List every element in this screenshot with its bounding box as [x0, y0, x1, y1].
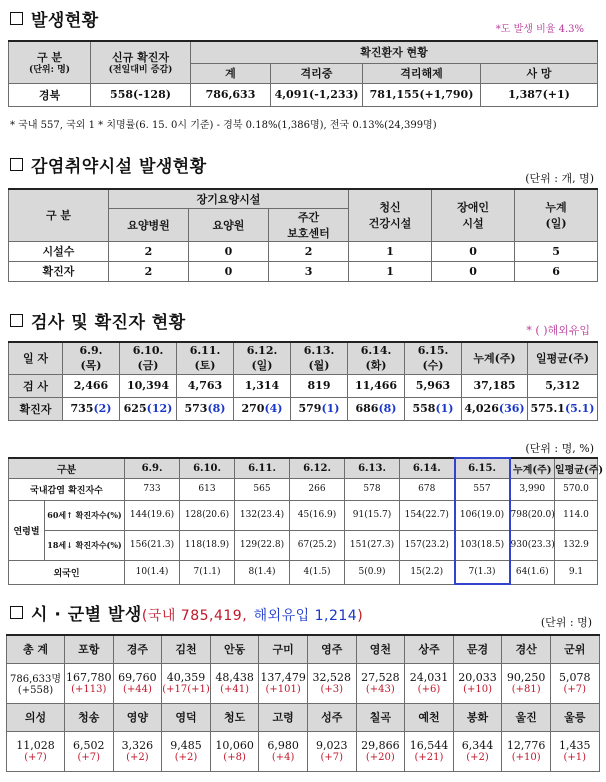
age-header-category: 구분 [9, 458, 125, 478]
header-released: 격리해제 [363, 63, 481, 83]
header-status: 확진환자 현황 [191, 41, 598, 63]
header-new-cases: 신규 확진자 (전일대비 증감) [91, 41, 191, 83]
checkbox-square-icon [10, 314, 23, 327]
total-cell: 786,633 [191, 83, 271, 106]
fac-header-nursing: 요양원 [189, 208, 269, 241]
table-row: 확진자 2 0 3 1 0 6 [9, 261, 598, 281]
checkbox-square-icon [10, 606, 23, 619]
facilities-table [8, 188, 598, 282]
fac-header-youth: 청신 건강시설 [349, 189, 432, 241]
header-category: 구 분 (단위: 명) [9, 41, 91, 83]
tests-header-cumulative: 누계(주) [462, 342, 528, 374]
table-row: 시설수 2 0 2 1 0 5 [9, 241, 598, 261]
table-row: 11,028 (+7) 6,502 (+7) 3,326 (+2) 9,485 (+2) 10,060 (+8) 6,980 (+4) 9,023 (+7) 29,866 (+20) 16,544 (+21) 6,344 (+2) 12,776 (+10) 1,435 (+1) [7, 731, 600, 771]
released-cell: 781,155(+1,790) [363, 83, 481, 106]
section-title-city-county: 시 · 군별 발생(국내 785,419, 해외유입 1,214) [10, 600, 363, 625]
header-isolation: 격리중 [271, 63, 363, 83]
checkbox-square-icon [10, 12, 23, 25]
age-table: 구분 6.9. 6.10. 6.11. 6.12. 6.13. 6.14. 6.15. 누계(주) 일평균(주) 국내감염 확진자수 733 613 565 266 578 678 557 3,990 570.0 연령별 60세↑ 확진자수(%) 144(19.6) 128(20.6) 132(23.4) 45(16.9) 91(15.7) 154(22.7) 106(19.0) 798(20.0) 114.0 18세↓ 확진자수(%) 156(21.3) 118(18.9) 129(22.8) 67(25.2) 151(27.3) 157(23.2) 103(18.5) 930(23.3) 132.9 외국인 10(1.4) 7(1.1) 8(1.4) 4(1.5) 5(0.9) 15(2.2) 7(1.3) 64(1.6) 9.1 [8, 457, 598, 585]
table-row: 의성 청송 영양 영덕 청도 고령 성주 칠곡 예천 봉화 울진 울릉 [7, 703, 600, 731]
section-title-tests-cases: 검사 및 확진자 현황 [10, 308, 186, 333]
fac-header-cumulative: 누계 (일) [515, 189, 598, 241]
header-death: 사 망 [481, 63, 598, 83]
occurrence-table [8, 40, 598, 107]
checkbox-square-icon [10, 158, 23, 171]
tests-header-average: 일평균(주) [528, 342, 598, 374]
table-row: 786,633명 (+558) 167,780 (+113) 69,760 (+44) 40,359 (+17(+1) 48,438 (+41) 137,479 (+101) 32,528 (+3) 27,528 (+43) 24,031 (+6) 20,033 (+10) 90,250 (+81) 5,078 (+7) [7, 663, 600, 703]
table-row: 총 계 포항 경주 김천 안동 구미 영주 영천 상주 문경 경산 군위 [7, 635, 600, 663]
fac-header-hospital: 요양병원 [109, 208, 189, 241]
section-title-occurrence: 발생현황 [10, 6, 99, 31]
table-row: 확진자 735(2) 625(12) 573(8) 270(4) 579(1) 686(8) 558(1) 4,026(36) 575.1(5.1) [9, 397, 598, 420]
table-row: 국내감염 확진자수 733 613 565 266 578 678 557 3,990 570.0 [9, 478, 598, 500]
fac-header-category: 구 분 [9, 189, 109, 241]
isolation-cell: 4,091(-1,233) [271, 83, 363, 106]
table-row: 검 사 2,466 10,394 4,763 1,314 819 11,466 5,963 37,185 5,312 [9, 374, 598, 397]
section-title-vulnerable-facilities: 감염취약시설 발생현황 [10, 152, 207, 177]
fac-header-longterm: 장기요양시설 [109, 189, 349, 208]
table-row: 외국인 10(1.4) 7(1.1) 8(1.4) 4(1.5) 5(0.9) 15(2.2) 7(1.3) 64(1.6) 9.1 [9, 560, 598, 584]
new-cases-cell: 558(-128) [91, 83, 191, 106]
facilities-unit: (단위 : 개, 명) [525, 172, 594, 185]
tests-header-date: 일 자 [9, 342, 63, 374]
city-unit: (단위 : 명) [540, 616, 592, 629]
city-table [6, 634, 600, 772]
death-cell: 1,387(+1) [481, 83, 598, 106]
header-total: 계 [191, 63, 271, 83]
overseas-note: * ( )해외유입 [526, 324, 590, 337]
fatality-footnote: * 국내 557, 국외 1 * 치명률(6. 15. 0시 기준) - 경북 0.18%(1,386명), 전국 0.13%(24,399명) [10, 120, 437, 131]
tests-table: 일 자 6.9. (목) 6.10. (금) 6.11. (토) 6.12. (일) 6.13. (월) 6.14. (화) 6.15. (수) 누계(주) 일평균(주) 검 사 2,466 10,394 4,763 1,314 819 11,466 5,963 37,185 5,312 확진자 735(2) 625(12) 573(8) 270(4) 579(1) 686(8) 558(1) 4,026(36) 575.1(5.1) [8, 341, 598, 421]
region-cell: 경북 [9, 83, 91, 106]
table-row: 18세↓ 확진자수(%) 156(21.3) 118(18.9) 129(22.8) 67(25.2) 151(27.3) 157(23.2) 103(18.5) 930(23.3) 132.9 [9, 530, 598, 560]
fac-header-daycare: 주간 보호센터 [269, 208, 349, 241]
province-ratio-note: *도 발생 비율 4.3% [495, 24, 584, 35]
fac-header-disabled: 장애인 시설 [432, 189, 515, 241]
age-unit: (단위 : 명, %) [525, 442, 594, 455]
table-row: 연령별 60세↑ 확진자수(%) 144(19.6) 128(20.6) 132(23.4) 45(16.9) 91(15.7) 154(22.7) 106(19.0) 798(20.0) 114.0 [9, 500, 598, 530]
